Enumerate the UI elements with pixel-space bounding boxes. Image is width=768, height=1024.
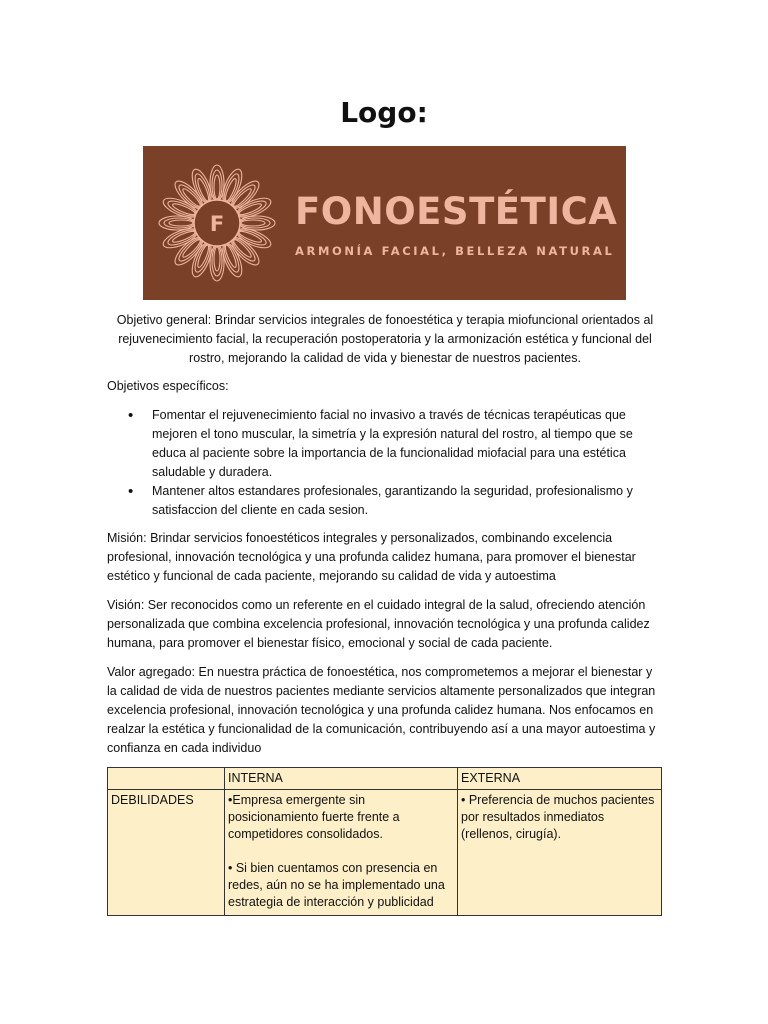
petal-stroke [214,175,220,199]
objetivos-especificos-heading: Objetivos específicos: [107,379,229,393]
foda-table [107,767,662,916]
objetivo-general: Objetivo general: Brindar servicios integrales de fonoestética y terapia miofuncional orientados al rejuvenecimiento facial, la recuperación postoperatoria y la armonización estética y funcional del rostro, mejorando la calidad de vida y bienestar de nuestros pacientes. [116,313,654,365]
table-cell-interna [225,790,458,916]
valor-agregado: Valor agregado: En nuestra práctica de fonoestética, nos comprometemos a mejorar el bienestar y la calidad de vida de nuestros pacientes mediante servicios altamente personalizados que integran excelencia profesional, innovación tecnológica y una profunda calidez humana. Nos enfocamos en realzar la estética y funcionalidad de la comunicación, contribuyendo así a una mayor autoestima y confianza en cada individuo [107,665,656,755]
list-item: • Mantener altos estandares profesionales, garantizando la seguridad, profesionalismo y satisfaccion del cliente en cada sesion. [107,482,647,520]
list-item: • Fomentar el rejuvenecimiento facial no invasivo a través de técnicas terapéuticas que mejoren el tono muscular, la simetría y la expresión natural del rostro, al tiempo que se educa al paciente sobre la importancia de la funcionalidad miofacial para una estética saludable y duradera. [107,406,647,482]
table-cell-externa [458,790,662,916]
vision: Visión: Ser reconocidos como un referente en el cuidado integral de la salud, ofreciendo atención personalizada que combina excelencia profesional, innovación tecnológica y una profunda calidez humana, para promover el bienestar físico, emocional y social de cada paciente. [107,598,650,650]
brand-logo [143,146,626,300]
page-title: Logo: [340,96,428,129]
table-row [108,790,662,916]
cell-paragraph: • Preferencia de muchos pacientes por resultados inmediatos (rellenos, cirugía). [461,793,655,841]
table-header-cell [108,768,225,790]
table-row [108,768,662,790]
mision: Misión: Brindar servicios fonoestéticos integrales y personalizados, combinando excelencia profesional, innovación tecnológica y una profunda calidez humana, para promover el bienestar estético y funcional de cada paciente, mejorando su calidad de vida y autoestima [107,531,636,583]
brand-name: FONOESTÉTICA [295,190,618,233]
row-label: DEBILIDADES [108,790,225,916]
emblem-letter: F [209,212,225,236]
petal-stroke [241,220,265,226]
brand-tagline: ARMONÍA FACIAL, BELLEZA NATURAL [295,244,615,258]
cell-paragraph: •Empresa emergente sin posicionamiento fuerte frente a competidores consolidados. [228,793,400,841]
table-header-cell: INTERNA [225,768,458,790]
table-header-cell: EXTERNA [458,768,662,790]
petal-stroke [169,220,193,226]
objetivos-list [107,406,647,520]
cell-paragraph: • Si bien cuentamos con presencia en redes, aún no se ha implementado una estrategia de interacción y publicidad [228,861,445,909]
petal-stroke [214,247,220,271]
